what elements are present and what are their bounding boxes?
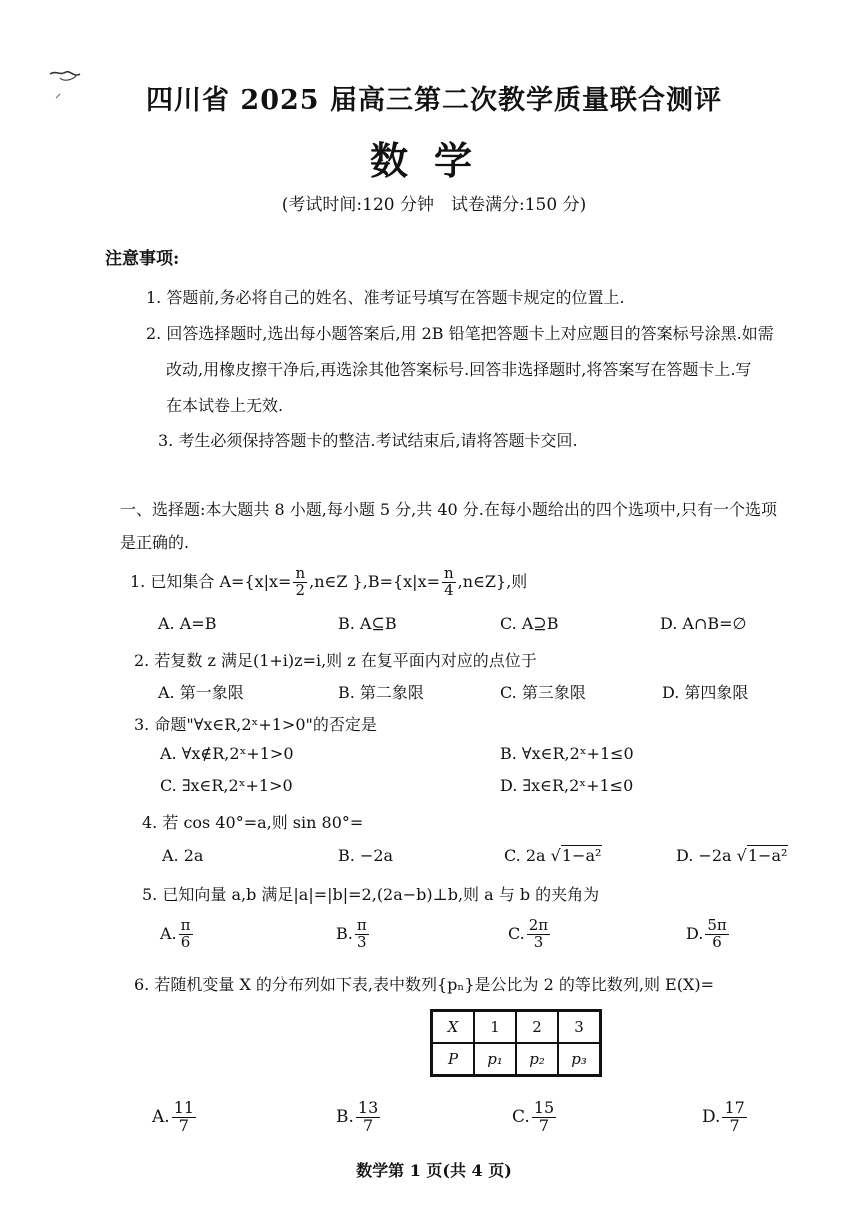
q5-option-a: A. $\frac{\pi}{6}$ <box>160 916 191 951</box>
table-cell: P <box>432 1043 475 1076</box>
q1-option-a: A. A=B <box>158 614 217 633</box>
notice-item-2-cont2: 在本试卷上无效. <box>166 396 284 415</box>
distribution-table <box>430 1009 602 1077</box>
q4-option-d: D. −2a √1−a² <box>676 846 788 865</box>
page-footer: 数学第 1 页(共 4 页) <box>356 1161 512 1180</box>
question-5: 5. 已知向量 a,b 满足|a|=|b|=2,(2a−b)⊥b,则 a 与 b 的夹角为 <box>142 885 600 904</box>
question-4: 4. 若 cos 40°=a,则 sin 80°= <box>142 813 364 832</box>
q3-option-d: D. ∃x∈R,2ˣ+1≤0 <box>500 776 634 795</box>
notice-item-3: 3. 考生必须保持答题卡的整洁.考试结束后,请将答题卡交回. <box>158 431 578 450</box>
q2-option-c: C. 第三象限 <box>500 683 586 702</box>
question-1: 1. 已知集合 A={x|x= $\frac{n}{2}$ ,n∈Z },B={x|x= $\frac{n}{4}$ ,n∈Z},则 <box>130 564 528 599</box>
question-6: 6. 若随机变量 X 的分布列如下表,表中数列{pₙ}是公比为 2 的等比数列,则 E(X)= <box>134 975 715 994</box>
q2-option-d: D. 第四象限 <box>662 683 749 702</box>
notice-item-2: 2. 回答选择题时,选出每小题答案后,用 2B 铅笔把答题卡上对应题目的答案标号涂黑.如需 <box>146 324 774 343</box>
q5-option-d: D. $\frac{5\pi}{6}$ <box>686 916 727 951</box>
notice-heading: 注意事项: <box>105 249 180 269</box>
notice-item-2-cont: 改动,用橡皮擦干净后,再选涂其他答案标号.回答非选择题时,将答案写在答题卡上.写 <box>166 360 752 379</box>
q6-option-d: D. $\frac{17}{7}$ <box>702 1098 745 1135</box>
q1-option-c: C. A⊇B <box>500 614 559 633</box>
table-cell: 1 <box>474 1011 516 1044</box>
table-cell: 2 <box>516 1011 558 1044</box>
fraction: $\frac{n}{4}$ <box>444 564 454 599</box>
table-cell: X <box>432 1011 475 1044</box>
table-cell: 3 <box>558 1011 601 1044</box>
table-row <box>432 1043 601 1076</box>
q1-option-b: B. A⊆B <box>338 614 397 633</box>
q4-option-b: B. −2a <box>338 846 394 865</box>
fraction: $\frac{n}{2}$ <box>295 564 306 599</box>
table-cell: p₂ <box>516 1043 558 1076</box>
q3-option-b: B. ∀x∈R,2ˣ+1≤0 <box>500 744 634 763</box>
q1-option-d: D. A∩B=∅ <box>660 614 747 633</box>
q4-option-a: A. 2a <box>162 846 204 865</box>
sqrt-icon: √ <box>736 846 747 865</box>
exam-info: (考试时间:120 分钟 试卷满分:150 分) <box>281 195 587 215</box>
table-row <box>432 1011 601 1044</box>
exam-title: 四川省 2025 届高三第二次教学质量联合测评 <box>146 85 722 116</box>
q3-option-c: C. ∃x∈R,2ˣ+1>0 <box>160 776 293 795</box>
question-3: 3. 命题"∀x∈R,2ˣ+1>0"的否定是 <box>134 715 377 734</box>
q5-option-c: C. $\frac{2\pi}{3}$ <box>508 916 549 951</box>
subject-title: 数学 <box>369 138 498 183</box>
q6-option-b: B. $\frac{13}{7}$ <box>336 1098 379 1135</box>
q5-option-b: B. $\frac{\pi}{3}$ <box>336 916 367 951</box>
q4-option-c: C. 2a √1−a² <box>504 846 602 865</box>
q2-option-b: B. 第二象限 <box>338 683 424 702</box>
q6-option-a: A. $\frac{11}{7}$ <box>152 1098 195 1135</box>
table-cell: p₁ <box>474 1043 516 1076</box>
sqrt-icon: √ <box>550 846 561 865</box>
section-heading-cont: 是正确的. <box>120 533 190 552</box>
q6-option-c: C. $\frac{15}{7}$ <box>512 1098 555 1135</box>
q3-option-a: A. ∀x∉R,2ˣ+1>0 <box>160 744 294 763</box>
question-2: 2. 若复数 z 满足(1+i)z=i,则 z 在复平面内对应的点位于 <box>134 651 537 670</box>
notice-item-1: 1. 答题前,务必将自己的姓名、准考证号填写在答题卡规定的位置上. <box>146 288 625 307</box>
table-cell: p₃ <box>558 1043 601 1076</box>
q2-option-a: A. 第一象限 <box>158 683 244 702</box>
section-heading: 一、选择题:本大题共 8 小题,每小题 5 分,共 40 分.在每小题给出的四个选项中,只有一个选项 <box>120 500 777 519</box>
